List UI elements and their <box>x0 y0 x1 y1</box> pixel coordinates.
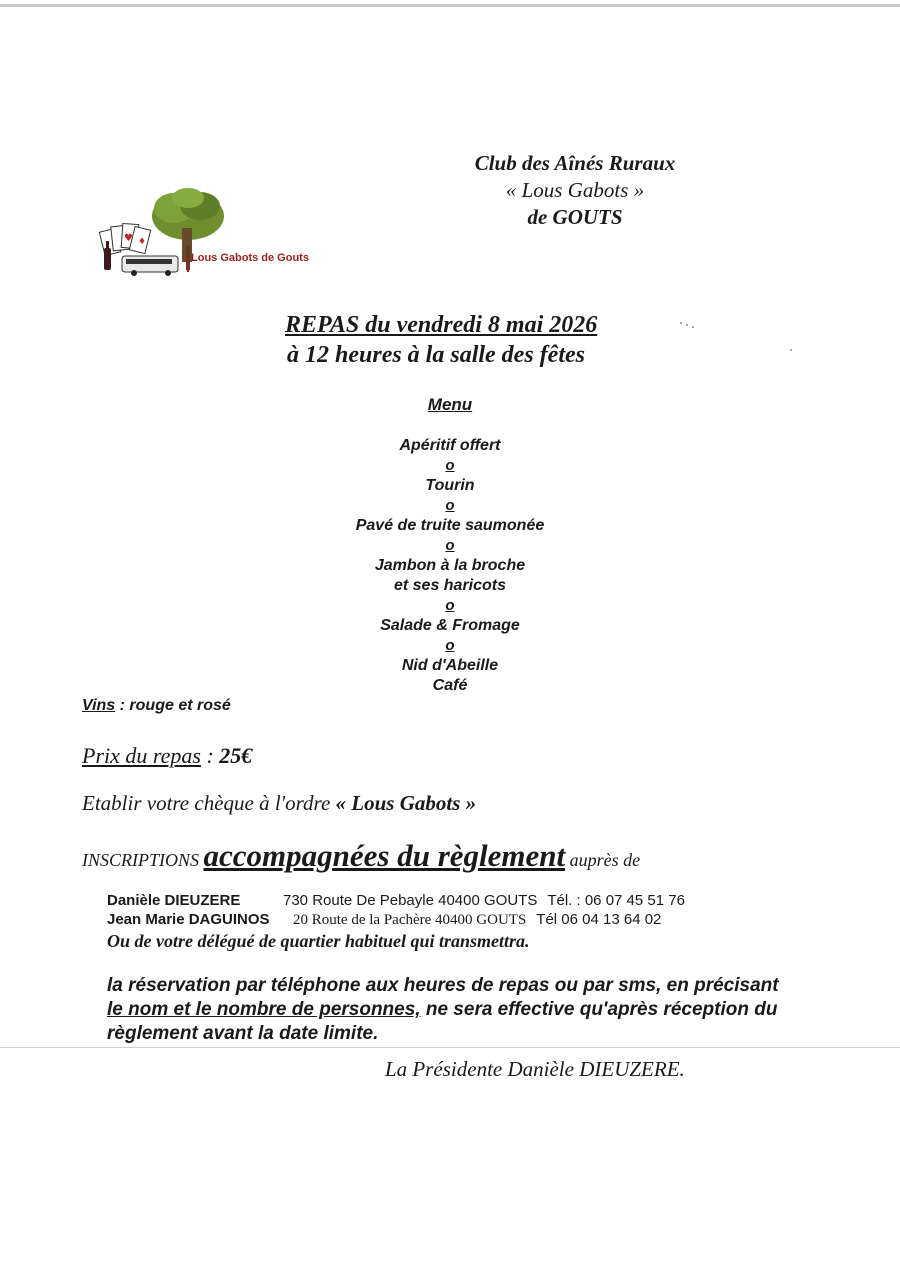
club-town: de GOUTS <box>527 205 623 229</box>
cheque-text: Etablir votre chèque à l'ordre <box>82 791 336 815</box>
contact-address: 20 Route de la Pachère 40400 GOUTS <box>293 912 527 928</box>
menu-item: Tourin <box>425 477 475 494</box>
wines-label: Vins <box>82 697 116 714</box>
menu-item: Nid d'Abeille <box>401 657 499 674</box>
cheque-payee: « Lous Gabots » <box>335 791 477 815</box>
inscriptions-line <box>82 838 640 874</box>
menu-list <box>0 436 900 696</box>
price-label: Prix du repas <box>82 743 201 768</box>
menu-item-detail: Café <box>432 677 468 694</box>
price-sep: : <box>200 743 220 768</box>
club-nickname: « Lous Gabots » <box>505 178 645 202</box>
contact-address: 730 Route De Pebayle 40400 GOUTS <box>283 892 538 909</box>
event-title: REPAS du vendredi 8 mai 2026 <box>285 312 598 338</box>
contact-name: Jean Marie DAGUINOS <box>107 911 270 928</box>
wines-value: : rouge et rosé <box>115 697 231 714</box>
contact-row <box>107 892 685 910</box>
inscriptions-emphasis: accompagnées du règlement <box>203 838 566 873</box>
menu-separator: o <box>445 537 455 554</box>
inscriptions-prefix: INSCRIPTIONS <box>82 850 204 870</box>
delegate-note: Ou de votre délégué de quartier habituel qui transmettra. <box>107 931 530 951</box>
menu-separator: o <box>445 497 455 514</box>
menu-item: Pavé de truite saumonée <box>355 517 545 534</box>
reservation-line: le nom et le nombre de personnes, ne sera effective qu'après réception du <box>107 999 778 1020</box>
menu-item-detail: et ses haricots <box>393 577 507 594</box>
svg-text:♦: ♦ <box>138 237 147 247</box>
event-subtitle: à 12 heures à la salle des fêtes <box>287 342 585 368</box>
club-header <box>430 150 720 231</box>
inscriptions-suffix: auprès de <box>565 850 641 870</box>
cheque-line <box>82 791 476 816</box>
reservation-note <box>107 974 779 1046</box>
menu-item: Apéritif offert <box>399 437 501 454</box>
menu-separator: o <box>445 457 455 474</box>
svg-text:♥: ♥ <box>124 233 133 244</box>
contact-row <box>107 911 661 929</box>
reservation-line: la réservation par téléphone aux heures de repas ou par sms, en précisant <box>107 975 779 996</box>
contact-phone: Tél. : 06 07 45 51 76 <box>547 892 685 909</box>
contact-name: Danièle DIEUZERE <box>107 892 241 909</box>
logo-caption: Lous Gabots de Gouts <box>191 252 309 264</box>
menu-item: Salade & Fromage <box>380 617 520 634</box>
scan-top-edge <box>0 4 900 7</box>
reservation-line: règlement avant la date limite. <box>107 1023 379 1044</box>
scan-fold-line <box>0 1047 900 1048</box>
club-logo <box>96 186 316 276</box>
signature: La Présidente Danièle DIEUZERE. <box>385 1057 685 1081</box>
club-name: Club des Aînés Ruraux <box>474 151 676 175</box>
menu-separator: o <box>445 597 455 614</box>
menu-title: Menu <box>427 395 473 414</box>
wines-line <box>82 697 231 715</box>
price-line <box>82 743 252 769</box>
price-value: 25€ <box>219 743 253 768</box>
contact-phone: Tél 06 04 13 64 02 <box>536 911 662 928</box>
reservation-underlined: le nom et le nombre de personnes, <box>107 999 421 1020</box>
bus-icon <box>122 256 178 276</box>
menu-item: Jambon à la broche <box>374 557 526 574</box>
menu-separator: o <box>445 637 455 654</box>
